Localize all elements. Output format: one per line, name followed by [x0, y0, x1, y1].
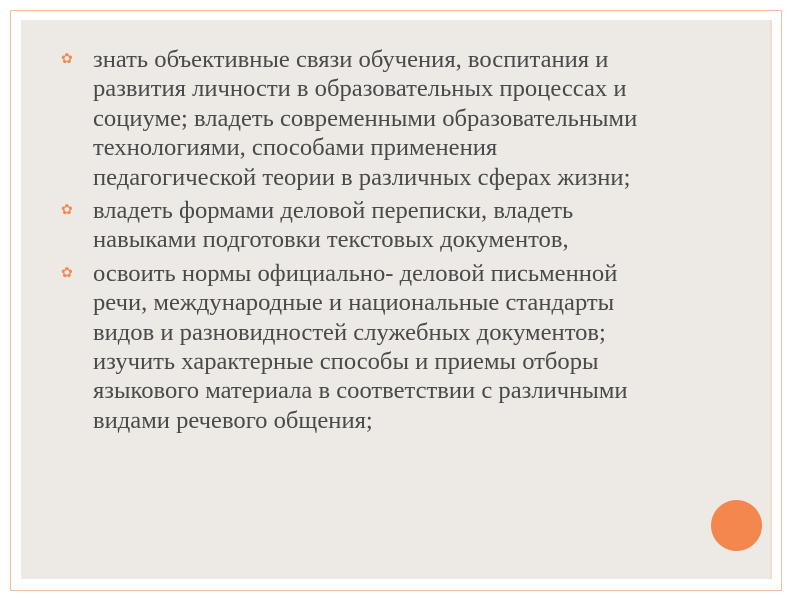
- bullet-item: [57, 259, 777, 435]
- bullet-line: речи, международные и национальные стандарты: [93, 289, 615, 317]
- bullet-line: изучить характерные способы и приемы отборы: [93, 348, 599, 376]
- bullet-item: [57, 196, 777, 255]
- bullet-line: языкового материала в соответствии с различными: [93, 377, 628, 405]
- bullet-line: видами речевого общения;: [93, 406, 373, 434]
- right-accent-band: [770, 20, 772, 579]
- orange-circle-decoration: [711, 500, 762, 551]
- bullet-line: педагогической теории в различных сферах жизни;: [93, 163, 631, 191]
- bullet-line: освоить нормы официально- деловой письменной: [93, 259, 618, 287]
- bullet-line: социуме; владеть современными образовательными: [93, 104, 638, 132]
- flower-bullet-icon: ✿: [61, 202, 73, 219]
- bullet-line: развития личности в образовательных процессах и: [93, 75, 627, 103]
- bullet-line: навыками подготовки текстовых документов,: [93, 226, 569, 254]
- bullet-line: технологиями, способами применения: [93, 134, 498, 162]
- flower-bullet-icon: ✿: [61, 51, 73, 67]
- bullet-line: видов и разновидностей служебных документов;: [93, 318, 606, 346]
- bullet-item: [57, 45, 777, 192]
- bullet-list: [57, 45, 777, 439]
- bullet-line: владеть формами деловой переписки, владеть: [93, 197, 574, 225]
- bullet-line: знать объективные связи обучения, воспитания и: [93, 46, 609, 73]
- flower-bullet-icon: ✿: [61, 264, 73, 281]
- content-panel: [21, 20, 770, 579]
